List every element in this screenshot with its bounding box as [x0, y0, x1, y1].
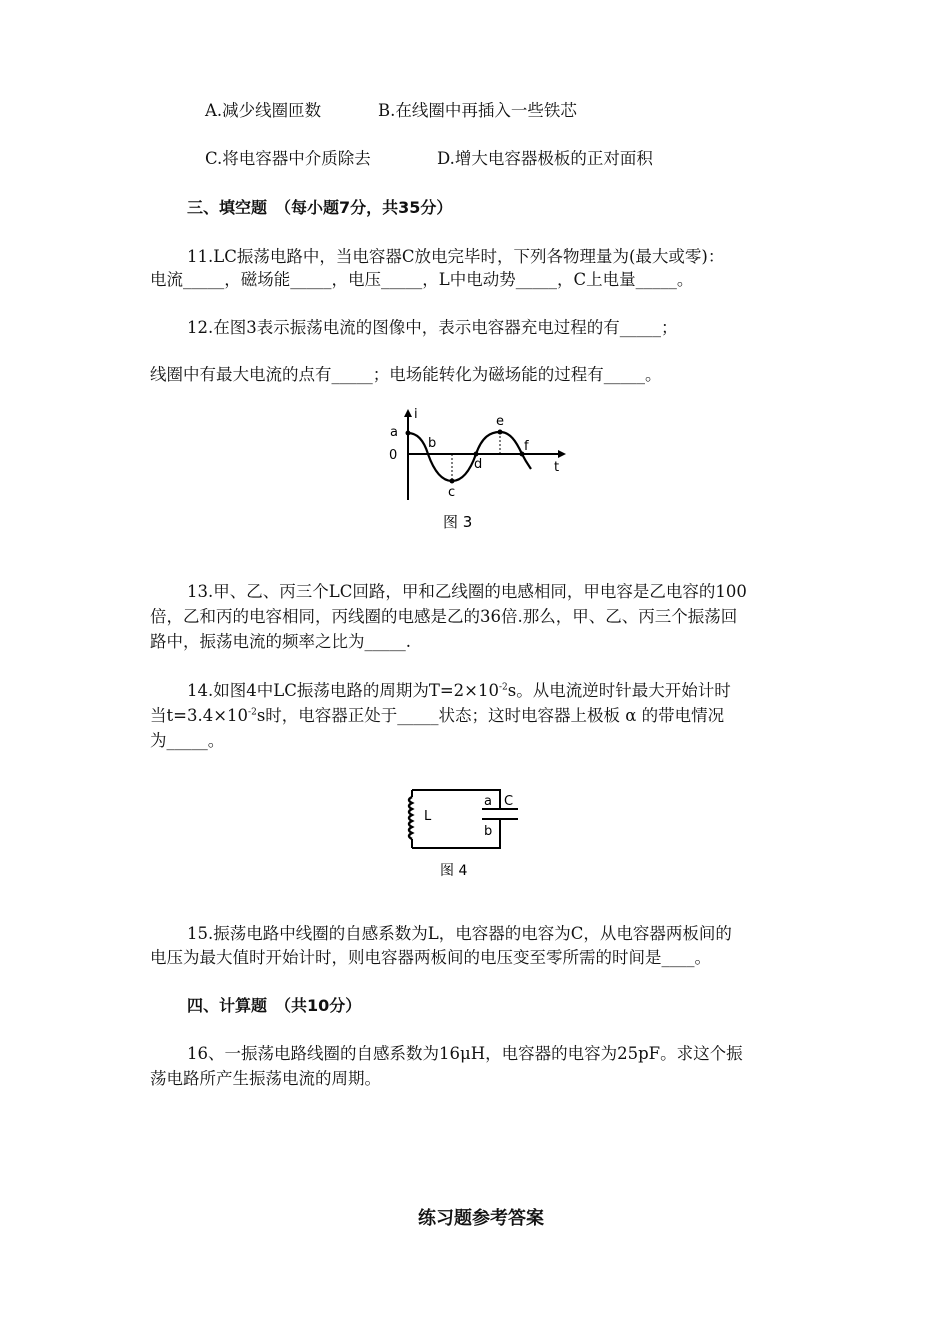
current-wave: [408, 432, 531, 481]
plate-a-label: a: [484, 794, 492, 809]
q15-line2: 电压为最大值时开始计时，则电容器两板间的电压变至零所需的时间是____。: [150, 948, 711, 967]
label-c: c: [448, 485, 456, 500]
axis-t-label: t: [554, 460, 560, 475]
inductor-label: L: [424, 809, 432, 824]
origin-label: 0: [389, 448, 398, 463]
i-axis-arrow: [404, 409, 412, 417]
figure3-caption: 图 3: [443, 513, 473, 531]
q14-line1-exp: -2: [498, 682, 508, 693]
section4-heading: 四、计算题 （共10分）: [187, 996, 362, 1015]
q12-line2: 线圈中有最大电流的点有_____；电场能转化为磁场能的过程有_____。: [150, 365, 662, 384]
label-a: a: [390, 425, 398, 440]
q13-line1: 13.甲、乙、丙三个LC回路，甲和乙线圈的电感相同，甲电容是乙电容的100: [187, 582, 747, 601]
q14-line1-post: s。从电流逆时针最大开始计时: [507, 681, 731, 700]
q14-line2-post: s时，电容器正处于_____状态；这时电容器上极板 α 的带电情况: [256, 706, 725, 725]
figure4-caption: 图 4: [440, 863, 468, 879]
q11-line2: 电流_____，磁场能_____，电压_____，L中电动势_____，C上电量_____。: [150, 270, 694, 289]
q14-line1: [187, 679, 731, 703]
q13-line3: 路中，振荡电流的频率之比为_____.: [150, 632, 411, 651]
section3-heading: 三、填空题 （每小题7分，共35分）: [187, 198, 453, 217]
q14-line2-pre: 当t=3.4×10: [150, 706, 249, 725]
point-a: [406, 431, 411, 436]
figure-3: [380, 405, 580, 535]
point-c: [450, 479, 455, 484]
q13-line2: 倍，乙和丙的电容相同，丙线圈的电感是乙的36倍.那么，甲、乙、丙三个振荡回: [150, 607, 738, 626]
figure-4: [400, 785, 540, 885]
q15-line1: 15.振荡电路中线圈的自感系数为L，电容器的电容为C，从电容器两板间的: [187, 924, 732, 943]
plate-b-label: b: [484, 824, 493, 839]
option-c: C.将电容器中介质除去: [205, 149, 371, 168]
axis-i-label: i: [414, 407, 418, 422]
t-axis-arrow: [558, 450, 566, 458]
q16-line2: 荡电路所产生振荡电流的周期。: [150, 1069, 381, 1088]
label-d: d: [474, 457, 483, 472]
option-d: D.增大电容器极板的正对面积: [437, 149, 653, 168]
q14-line2-exp: -2: [248, 707, 257, 718]
q11-line1: 11.LC振荡电路中，当电容器C放电完毕时，下列各物理量为(最大或零)：: [187, 247, 725, 266]
label-e: e: [496, 414, 504, 429]
q14-line2: [150, 704, 724, 728]
option-b: B.在线圈中再插入一些铁芯: [378, 101, 577, 120]
capacitor-label: C: [504, 794, 514, 809]
q14-line3: 为_____。: [150, 731, 225, 750]
answers-title: 练习题参考答案: [418, 1208, 544, 1229]
label-b: b: [428, 436, 437, 451]
point-e: [498, 430, 503, 435]
q12-line1: 12.在图3表示振荡电流的图像中，表示电容器充电过程的有_____；: [187, 318, 678, 337]
option-a: A.减少线圈匝数: [205, 101, 322, 120]
q16-line1: 16、一振荡电路线圈的自感系数为16μH，电容器的电容为25pF。求这个振: [187, 1044, 743, 1063]
label-f: f: [524, 439, 529, 454]
inductor-coil: [409, 797, 412, 839]
point-d: [474, 452, 479, 457]
q14-line1-pre: 14.如图4中LC振荡电路的周期为T=2×10: [187, 681, 499, 700]
